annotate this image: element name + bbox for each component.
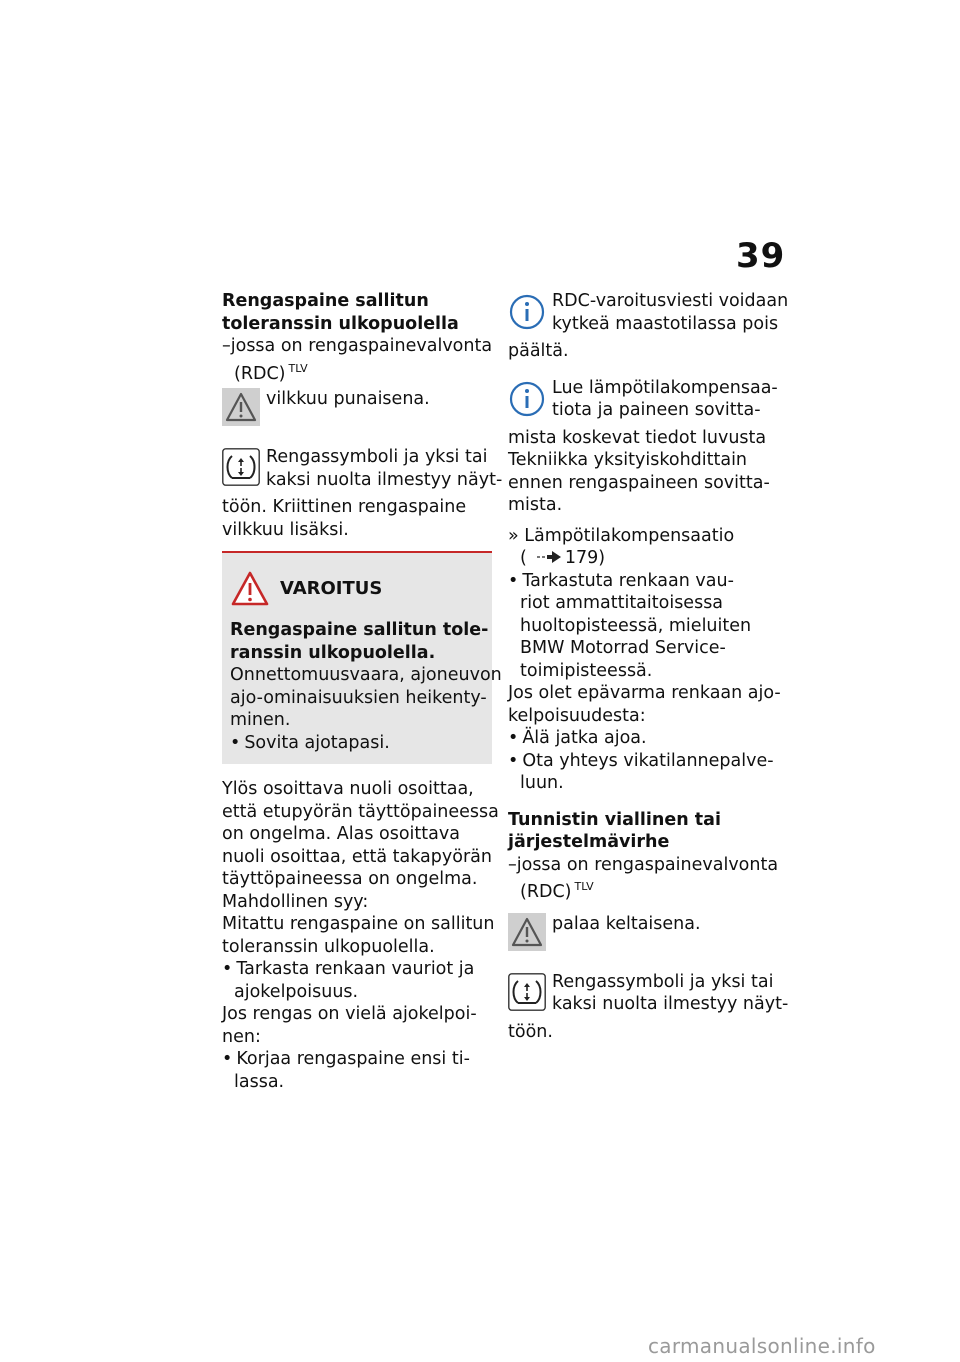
link-marker: » — [508, 525, 519, 546]
body-text-line: Jos rengas on vielä ajokelpoi- — [222, 1004, 477, 1024]
bullet-item: • Tarkastuta renkaan vau- — [508, 570, 776, 593]
warning-text-line: ajo-ominaisuuksien heikenty- — [230, 687, 487, 708]
warning-triangle-icon — [230, 570, 270, 608]
body-text-line: Mitattu rengaspaine on sallitun — [222, 914, 495, 934]
indicator-text: kaksi nuolta ilmestyy näyt- — [552, 994, 789, 1014]
indicator-text: kaksi nuolta ilmestyy näyt- — [266, 469, 503, 490]
bullet-item: • Ota yhteys vikatilannepalve- — [508, 750, 776, 773]
bullet-item-cont: BMW Motorrad Service- — [520, 638, 726, 658]
body-text-line: Mahdollinen syy: — [222, 891, 369, 912]
condition-line: –jossa on rengaspainevalvonta — [508, 854, 779, 875]
body-text-line: Jos olet epävarma renkaan ajo- — [508, 683, 781, 703]
info-note — [508, 377, 776, 427]
body-text-line: vilkkuu lisäksi. — [222, 519, 349, 540]
indicator-text: palaa keltaisena. — [552, 913, 701, 934]
warning-box — [222, 551, 502, 764]
indicator-text: vilkkuu punaisena. — [266, 389, 430, 409]
link-text[interactable]: Lämpötilakompensaatio — [524, 525, 735, 546]
info-icon — [508, 292, 546, 332]
body-text-line: ennen rengaspaineen sovitta- — [508, 472, 770, 493]
body-text-line: toleranssin ulkopuolella. — [222, 936, 435, 957]
right-column — [508, 290, 789, 1043]
page-reference-open: ( — [520, 548, 527, 568]
warning-bold-line: Rengaspaine sallitun tole- — [230, 620, 489, 640]
bullet-item-cont: toimipisteessä. — [520, 660, 653, 681]
arrow-right-icon — [537, 547, 561, 570]
page-number: 39 — [736, 236, 786, 276]
body-text-line: kelpoisuudesta: — [508, 705, 646, 726]
warning-bold-line: ranssin ulkopuolella. — [230, 642, 436, 663]
body-text-line: että etupyörän täyttöpaineessa — [222, 801, 499, 822]
tire-pressure-indicator — [222, 446, 503, 496]
tire-pressure-icon — [222, 448, 260, 488]
tlv-superscript: TLV — [288, 361, 308, 375]
body-text-line: nen: — [222, 1026, 261, 1047]
info-note — [508, 290, 789, 340]
warning-triangle-icon — [222, 388, 260, 428]
section-heading-line: toleranssin ulkopuolella — [222, 313, 459, 334]
bullet-item: • Tarkasta renkaan vauriot ja — [222, 958, 490, 981]
section-heading-line: Rengaspaine sallitun — [222, 291, 429, 311]
bullet-item-cont: ajokelpoisuus. — [234, 981, 359, 1002]
info-text: kytkeä maastotilassa pois — [552, 313, 779, 334]
condition-line: –jossa on rengaspainevalvonta — [222, 336, 493, 356]
warning-text-line: minen. — [230, 710, 291, 730]
condition-line: (RDC) $^{TLV}$ — [234, 361, 308, 384]
bullet-item-cont: lassa. — [234, 1071, 285, 1092]
bullet-item-cont: riot ammattitaitoisessa — [520, 593, 724, 613]
bullet-item: • Korjaa rengaspaine ensi ti- — [222, 1048, 490, 1071]
section-heading-line: järjestelmävirhe — [508, 832, 670, 852]
body-text-line: Tekniikka yksityiskohdittain — [508, 450, 748, 470]
tlv-superscript: TLV — [574, 880, 594, 893]
tire-pressure-indicator — [508, 971, 789, 1021]
bullet-item: • Älä jatka ajoa. — [508, 727, 776, 750]
body-text-line: töön. Kriittinen rengaspaine — [222, 497, 467, 517]
body-text-line: päältä. — [508, 341, 569, 361]
indicator-text: Rengassymboli ja yksi tai — [266, 447, 488, 467]
info-text: tiota ja paineen sovitta- — [552, 400, 761, 420]
bullet-item-cont: huoltopisteessä, mieluiten — [520, 615, 752, 636]
info-text: Lue lämpötilakompensaa- — [552, 377, 778, 398]
warning-bullet: • Sovita ajotapasi. — [230, 732, 492, 755]
warning-header — [230, 569, 492, 609]
body-text-line: täyttöpaineessa on ongelma. — [222, 869, 478, 889]
bullet-item-cont: luun. — [520, 773, 564, 793]
body-text-line: mista koskevat tiedot luvusta — [508, 427, 767, 448]
indicator-text: Rengassymboli ja yksi tai — [552, 971, 774, 992]
tire-pressure-icon — [508, 973, 546, 1013]
warning-triangle-icon — [508, 913, 546, 953]
info-icon — [508, 379, 546, 419]
section-heading-line: Tunnistin viallinen tai — [508, 809, 721, 830]
warning-title: VAROITUS — [280, 577, 383, 599]
info-text: RDC-varoitusviesti voidaan — [552, 291, 789, 311]
condition-line: (RDC) $^{TLV}$ — [520, 880, 594, 902]
warning-text-line: Onnettomuusvaara, ajoneuvon — [230, 665, 502, 685]
page-reference[interactable] — [508, 547, 776, 570]
body-text-line: on ongelma. Alas osoittava — [222, 824, 460, 844]
watermark: carmanualsonline.info — [648, 1334, 876, 1358]
body-text-line: töön. — [508, 1021, 553, 1042]
body-text-line: mista. — [508, 495, 563, 515]
yellow-warning-indicator — [508, 913, 776, 963]
body-text-line: Ylös osoittava nuoli osoittaa, — [222, 779, 474, 799]
page-reference-number[interactable]: 179) — [564, 548, 606, 568]
red-warning-indicator — [222, 388, 490, 438]
cross-reference-link[interactable] — [508, 525, 776, 548]
body-text-line: nuoli osoittaa, että takapyörän — [222, 846, 492, 867]
left-column — [222, 290, 503, 1093]
